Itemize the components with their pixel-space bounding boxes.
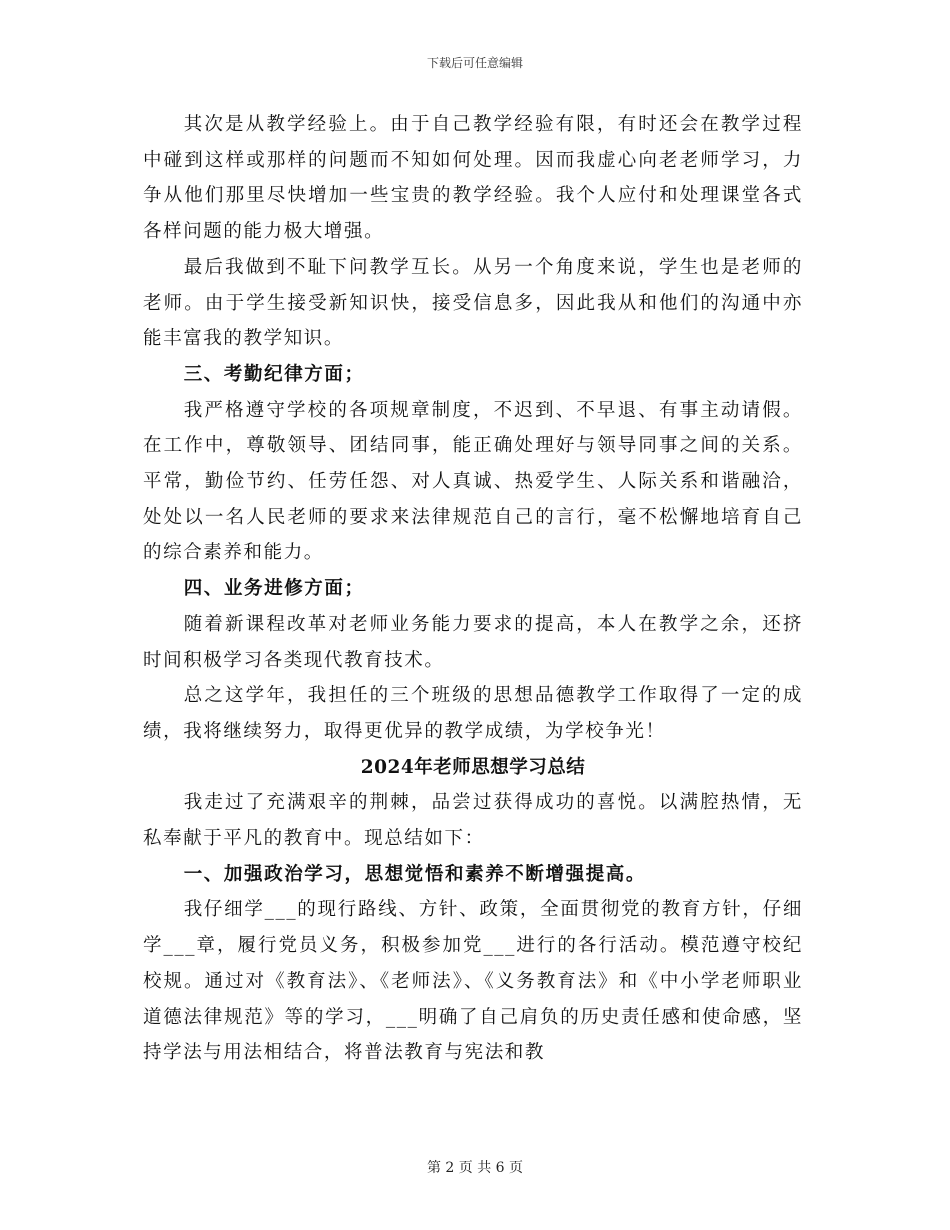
page-footer: 第 2 页 共 6 页 [426, 1160, 524, 1176]
paragraph-attendance: 我严格遵守学校的各项规章制度，不迟到、不早退、有事主动请假。在工作中，尊敬领导、团结同事，能正确处理好与领导同事之间的关系。平常，勤俭节约、任劳任怨、对人真诚、热爱学生、人际关系和谐融洽，处处以一名人民老师的要求来法律规范自己的言行，毫不松懈地培育自己的综合素养和能力。 [143, 399, 803, 564]
paragraph-training: 随着新课程改革对老师业务能力要求的提高，本人在教学之余，还挤时间积极学习各类现代教育技术。 [143, 613, 803, 671]
section-heading-attendance: 三、考勤纪律方面； [183, 363, 365, 385]
paragraph-political-study: 我仔细学___的现行路线、方针、政策，全面贯彻党的教育方针，仔细学___章，履行党员义务，积极参加党___进行的各行活动。模范遵守校纪校规。通过对《教育法》、《老师法》、《义务教育法》和《中小学老师职业道德法律规范》等的学习，___明确了自己肩负的历史责任感和使命感，坚持学法与用法相结合，将普法教育与宪法和教 [143, 899, 803, 1064]
page-header: 下载后可任意编辑 [426, 56, 523, 70]
section-heading-political-study: 一、加强政治学习，思想觉悟和素养不断增强提高。 [183, 863, 646, 885]
paragraph-conclusion: 总之这学年，我担任的三个班级的思想品德教学工作取得了一定的成绩，我将继续努力，取得更优异的教学成绩，为学校争光！ [143, 685, 803, 742]
document-title: 2024年老师思想学习总结 [360, 756, 586, 778]
paragraph-intro: 我走过了充满艰辛的荆棘，品尝过获得成功的喜悦。以满腔热情，无私奉献于平凡的教育中。现总结如下： [143, 792, 803, 850]
section-heading-training: 四、业务进修方面； [183, 578, 365, 600]
paragraph-learn-from-students: 最后我做到不耻下问教学互长。从另一个角度来说，学生也是老师的老师。由于学生接受新知识快，接受信息多，因此我从和他们的沟通中亦能丰富我的教学知识。 [143, 256, 803, 350]
document-body [143, 107, 803, 1071]
paragraph-teaching-experience: 其次是从教学经验上。由于自己教学经验有限，有时还会在教学过程中碰到这样或那样的问题而不知如何处理。因而我虚心向老老师学习，力争从他们那里尽快增加一些宝贵的教学经验。我个人应付和处理课堂各式各样问题的能力极大增强。 [143, 114, 803, 243]
